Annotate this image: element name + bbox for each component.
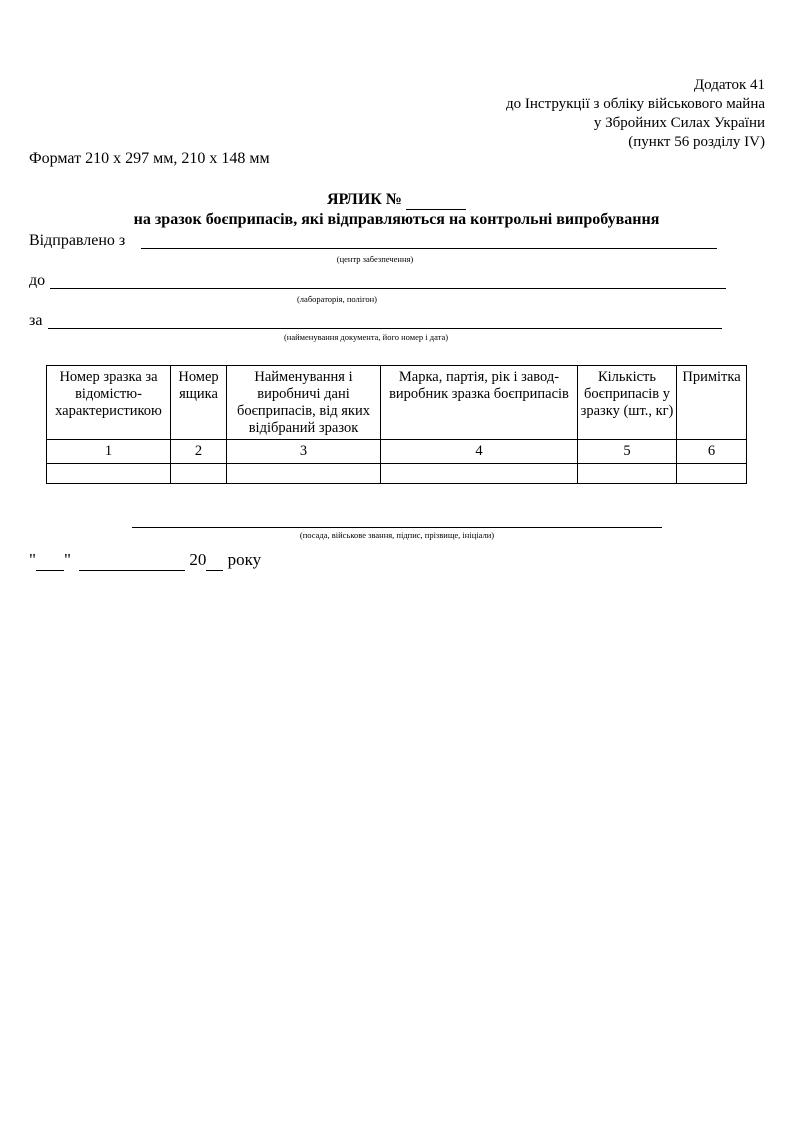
date-row xyxy=(29,550,261,571)
to-row xyxy=(29,272,729,302)
appendix-block xyxy=(506,76,765,152)
label-number-blank[interactable] xyxy=(406,191,466,210)
table-header-cell: Номер зразка за відомістю-характеристикою xyxy=(47,366,171,440)
appendix-line-4: (пункт 56 розділу IV) xyxy=(628,134,765,150)
sent-from-input[interactable] xyxy=(141,235,717,249)
column-number: 5 xyxy=(578,440,677,464)
date-open-quote: " xyxy=(29,550,36,569)
format-note: Формат 210 х 297 мм, 210 х 148 мм xyxy=(29,150,270,167)
appendix-line-3: у Збройних Силах України xyxy=(593,115,765,131)
table-header-cell: Примітка xyxy=(677,366,747,440)
table-cell[interactable] xyxy=(578,464,677,484)
by-hint: (найменування документа, його номер і дата) xyxy=(283,332,449,342)
date-year-field[interactable] xyxy=(206,550,223,571)
table-header-cell: Номер ящика xyxy=(171,366,227,440)
table-cell[interactable] xyxy=(381,464,578,484)
signature-line[interactable] xyxy=(132,527,662,528)
column-number: 1 xyxy=(47,440,171,464)
table-cell[interactable] xyxy=(677,464,747,484)
sent-from-row xyxy=(29,232,729,262)
table-header-cell: Найменування і виробничі дані боєприпасів, від яких відібраний зразок xyxy=(227,366,381,440)
by-label: за xyxy=(29,312,43,329)
by-input[interactable] xyxy=(48,315,722,329)
table-header-cell: Кількість боєприпасів у зразку (шт., кг) xyxy=(578,366,677,440)
signature-hint: (посада, військове звання, підпис, прізвище, ініціали) xyxy=(299,530,495,540)
table-numbers-row xyxy=(47,440,747,464)
date-day-field[interactable] xyxy=(36,550,64,571)
column-number: 6 xyxy=(677,440,747,464)
to-input[interactable] xyxy=(50,275,726,289)
sent-from-hint: (центр забезпечення) xyxy=(336,254,414,264)
table-cell[interactable] xyxy=(227,464,381,484)
appendix-line-1: Додаток 41 xyxy=(693,77,765,93)
table-header-cell: Марка, партія, рік і завод-виробник зразка боєприпасів xyxy=(381,366,578,440)
document-title xyxy=(0,191,793,210)
to-hint: (лабораторія, полігон) xyxy=(296,294,378,304)
table-header-row xyxy=(47,366,747,440)
appendix-line-2: до Інструкції з обліку військового майна xyxy=(506,96,765,112)
samples-table xyxy=(46,365,747,484)
sent-from-label: Відправлено з xyxy=(29,232,126,249)
column-number: 4 xyxy=(381,440,578,464)
date-year-prefix: 20 xyxy=(189,550,207,569)
date-month-field[interactable] xyxy=(79,550,185,571)
date-year-suffix: року xyxy=(227,550,262,569)
document-subtitle: на зразок боєприпасів, які відправляються на контрольні випробування xyxy=(133,211,660,228)
table-row xyxy=(47,464,747,484)
column-number: 3 xyxy=(227,440,381,464)
title-main: ЯРЛИК № xyxy=(327,191,402,208)
by-row xyxy=(29,312,729,342)
date-close-quote: " xyxy=(63,550,71,569)
column-number: 2 xyxy=(171,440,227,464)
table-cell[interactable] xyxy=(47,464,171,484)
to-label: до xyxy=(29,272,46,289)
table-cell[interactable] xyxy=(171,464,227,484)
